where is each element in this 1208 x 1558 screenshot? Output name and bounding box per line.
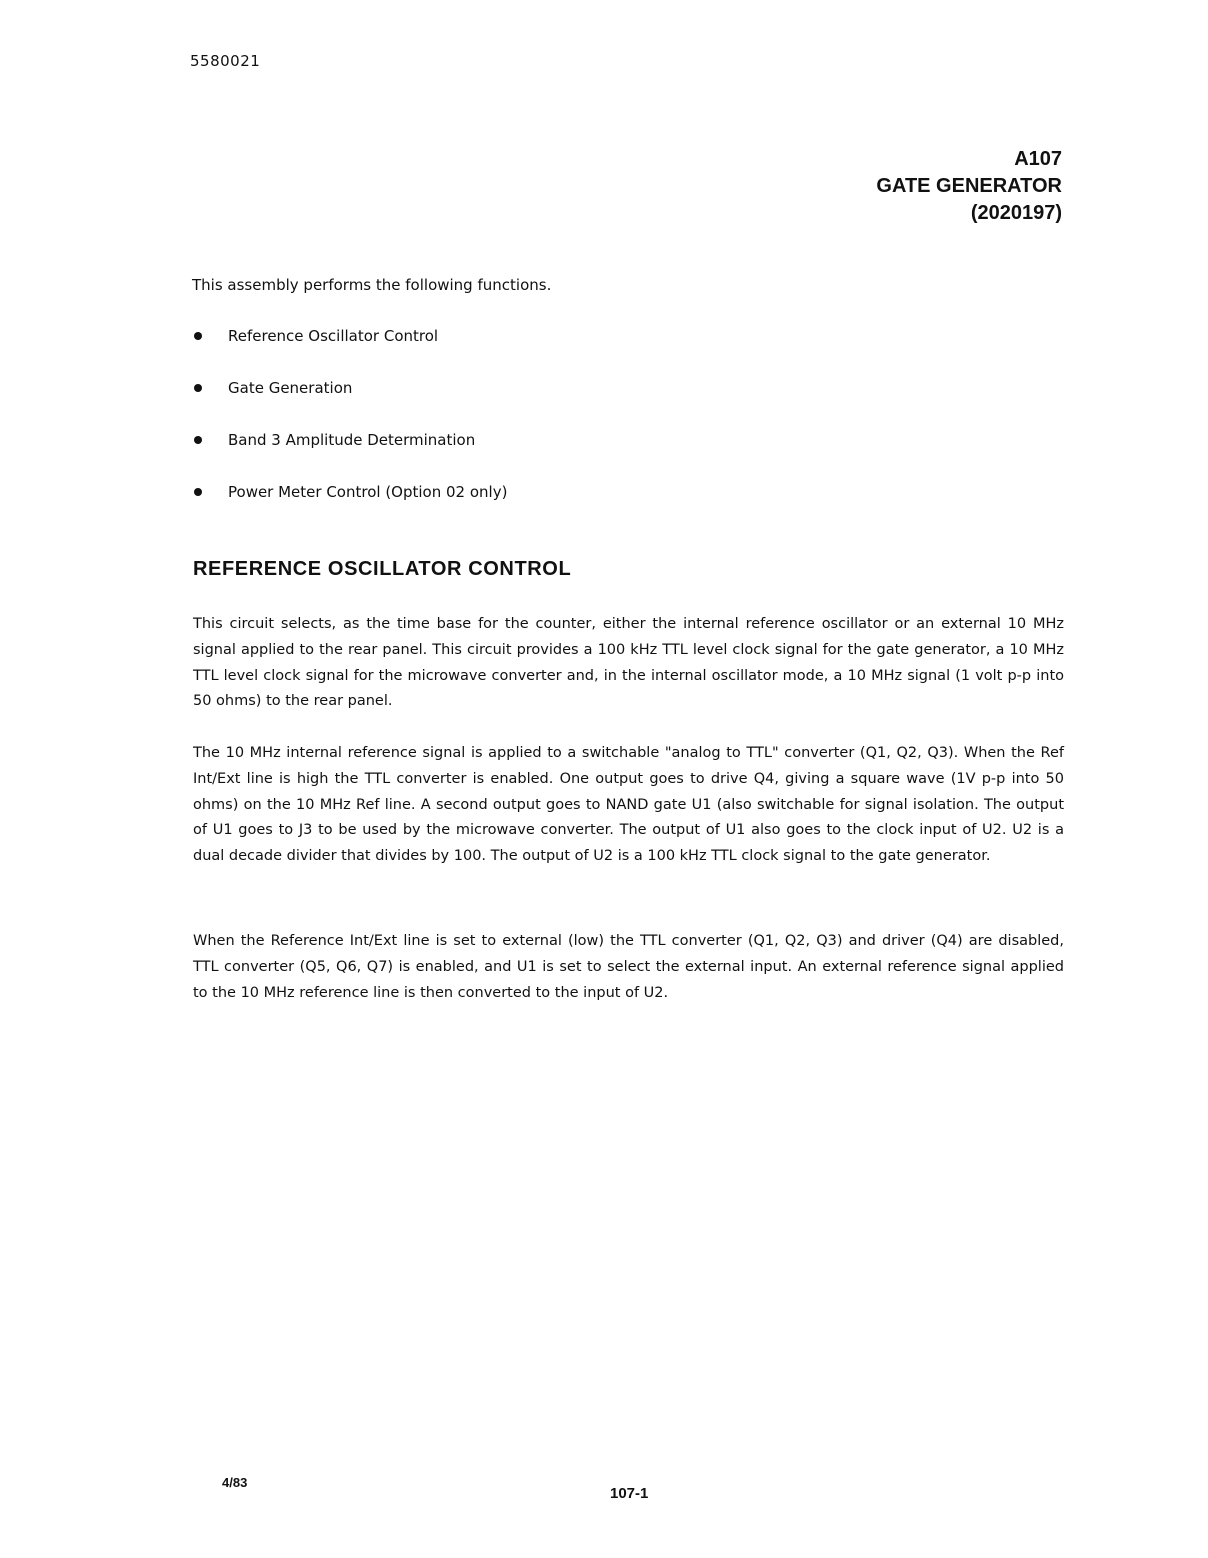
function-label: Power Meter Control (Option 02 only) <box>228 483 508 501</box>
intro-text: This assembly performs the following functions. <box>192 276 552 294</box>
function-label: Reference Oscillator Control <box>228 327 439 345</box>
assembly-part-number: (2020197) <box>970 202 1062 224</box>
function-label: Band 3 Amplitude Determination <box>228 431 476 449</box>
document-number: 5580021 <box>190 52 261 70</box>
bullet-icon <box>194 384 202 392</box>
bullet-icon <box>194 332 202 340</box>
bullet-icon <box>194 488 202 496</box>
paragraph-3: When the Reference Int/Ext line is set to external (low) the TTL converter (Q1, Q2, Q3) and driver (Q4) are disabled, TTL converter (Q5, Q6, Q7) is enabled, and U1 is set to select the external input. An external reference signal applied to the 10 MHz reference line is then converted to the input of U2. <box>193 933 1064 1001</box>
assembly-id: A107 <box>1014 148 1062 170</box>
bullet-icon <box>194 436 202 444</box>
footer-date: 4/83 <box>222 1475 248 1490</box>
paragraph-2: The 10 MHz internal reference signal is applied to a switchable "analog to TTL" converter (Q1, Q2, Q3). When the Ref Int/Ext line is high the TTL converter is enabled. One output goes to drive Q4, giving a square wave (1V p-p into 50 ohms) on the 10 MHz Ref line. A second output goes to NAND gate U1 (also switchable for signal isolation. The output of U1 goes to J3 to be used by the microwave converter. The output of U1 also goes to the clock input of U2. U2 is a dual decade divider that divides by 100. The output of U2 is a 100 kHz TTL clock signal to the gate generator. <box>193 745 1064 865</box>
section-heading: REFERENCE OSCILLATOR CONTROL <box>193 558 572 580</box>
assembly-title-block <box>876 146 1062 227</box>
page-number: 107-1 <box>610 1485 649 1502</box>
assembly-name: GATE GENERATOR <box>876 175 1062 197</box>
function-label: Gate Generation <box>228 379 353 397</box>
paragraph-1: This circuit selects, as the time base for the counter, either the internal reference oscillator or an external 10 MHz signal applied to the rear panel. This circuit provides a 100 kHz TTL level clock signal for the gate generator, a 10 MHz TTL level clock signal for the microwave converter and, in the internal oscillator mode, a 10 MHz signal (1 volt p-p into 50 ohms) to the rear panel. <box>193 616 1064 710</box>
